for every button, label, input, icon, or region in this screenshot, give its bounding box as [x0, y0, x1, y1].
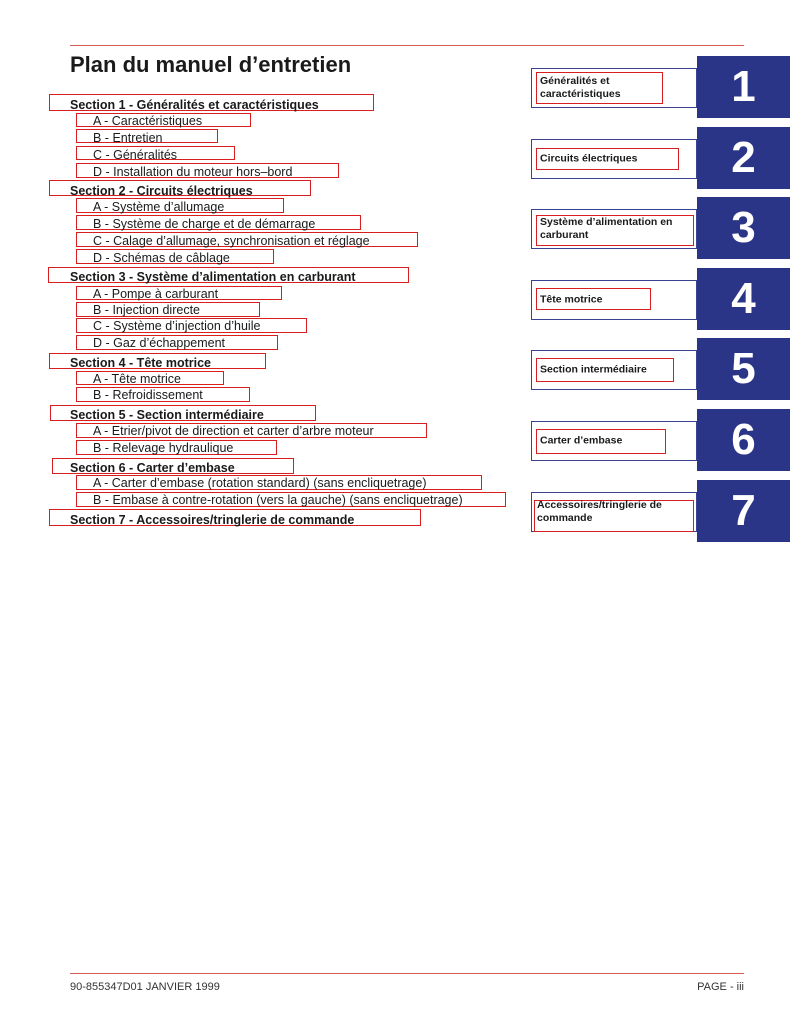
toc-item-label: B - Relevage hydraulique	[93, 441, 234, 455]
toc-section-5[interactable]	[70, 408, 264, 423]
footer-doc-ref: 90-855347D01 JANVIER 1999	[70, 981, 220, 993]
tab-section-1[interactable]	[531, 68, 697, 108]
toc-section-label: Section 2 - Circuits électriques	[70, 184, 253, 198]
tab-number-4[interactable]: 4	[697, 268, 790, 330]
tab-number-3[interactable]: 3	[697, 197, 790, 259]
toc-item-1a[interactable]	[93, 114, 202, 129]
tab-section-2[interactable]	[531, 139, 697, 179]
tab-section-3[interactable]	[531, 209, 697, 249]
toc-item-label: B - Injection directe	[93, 303, 200, 317]
toc-item-2b[interactable]	[93, 217, 315, 232]
tab-label-text: Circuits électriques	[540, 152, 638, 165]
toc-item-4a[interactable]	[93, 372, 181, 387]
toc-section-label: Section 6 - Carter d’embase	[70, 461, 235, 475]
tab-section-4[interactable]	[531, 280, 697, 320]
toc-section-2[interactable]	[70, 184, 253, 199]
tab-number-2[interactable]: 2	[697, 127, 790, 189]
toc-item-5a[interactable]	[93, 424, 374, 439]
toc-item-3c[interactable]	[93, 319, 260, 334]
toc-item-3a[interactable]	[93, 287, 218, 302]
toc-item-2a[interactable]	[93, 200, 224, 215]
toc-item-label: D - Installation du moteur hors–bord	[93, 165, 293, 179]
toc-item-label: B - Système de charge et de démarrage	[93, 217, 316, 231]
toc-item-label: A - Carter d’embase (rotation standard) (sans encliquetrage)	[93, 476, 427, 490]
footer-page-number: PAGE - iii	[697, 981, 744, 993]
tab-number-6[interactable]: 6	[697, 409, 790, 471]
toc-item-label: B - Entretien	[93, 131, 163, 145]
toc-item-label: C - Système d’injection d’huile	[93, 319, 261, 333]
tab-section-7[interactable]	[531, 492, 697, 532]
tab-number-5[interactable]: 5	[697, 338, 790, 400]
toc-item-1c[interactable]	[93, 148, 177, 163]
toc-section-label: Section 5 - Section intermédiaire	[70, 408, 264, 422]
toc-section-3[interactable]	[70, 270, 356, 285]
toc-section-label: Section 4 - Tête motrice	[70, 356, 212, 370]
toc-item-2c[interactable]	[93, 234, 370, 249]
toc-item-3d[interactable]	[93, 336, 225, 351]
toc-item-label: C - Généralités	[93, 148, 178, 162]
toc-item-5b[interactable]	[93, 441, 233, 456]
toc-section-label: Section 1 - Généralités et caractéristiques	[70, 98, 319, 112]
toc-item-label: A - Etrier/pivot de direction et carter d’arbre moteur	[93, 424, 374, 438]
toc-item-4b[interactable]	[93, 388, 203, 403]
toc-item-label: B - Embase à contre-rotation (vers la gauche) (sans encliquetrage)	[93, 493, 463, 507]
tab-number-7[interactable]: 7	[697, 480, 790, 542]
toc-item-label: A - Système d’allumage	[93, 200, 225, 214]
toc-section-1[interactable]	[70, 98, 319, 113]
toc-item-1d[interactable]	[93, 165, 292, 180]
tab-label-text: Généralités et caractéristiques	[540, 75, 621, 100]
tab-label-text: Tête motrice	[540, 293, 603, 306]
toc-item-label: B - Refroidissement	[93, 388, 203, 402]
page-title: Plan du manuel d’entretien	[70, 52, 352, 77]
tab-label-text: Carter d’embase	[540, 434, 623, 447]
toc-section-4[interactable]	[70, 356, 211, 371]
tab-section-5[interactable]	[531, 350, 697, 390]
toc-item-1b[interactable]	[93, 131, 162, 146]
toc-item-label: A - Caractéristiques	[93, 114, 203, 128]
toc-item-label: A - Tête motrice	[93, 372, 181, 386]
tab-label-text: Accessoires/tringlerie de commande	[537, 499, 662, 524]
footer-rule	[70, 973, 744, 974]
tab-label-text: Système d’alimentation en carburant	[540, 216, 673, 241]
toc-item-label: A - Pompe à carburant	[93, 287, 219, 301]
toc-section-label: Section 7 - Accessoires/tringlerie de commande	[70, 513, 355, 527]
toc-item-label: D - Gaz d’échappement	[93, 336, 226, 350]
tab-number-1[interactable]: 1	[697, 56, 790, 118]
toc-section-6[interactable]	[70, 461, 235, 476]
toc-section-7[interactable]	[70, 513, 354, 528]
tab-section-6[interactable]	[531, 421, 697, 461]
top-rule	[70, 45, 744, 46]
toc-item-label: C - Calage d’allumage, synchronisation et réglage	[93, 234, 370, 248]
toc-item-2d[interactable]	[93, 251, 230, 266]
toc-item-label: D - Schémas de câblage	[93, 251, 230, 265]
toc-section-label: Section 3 - Système d’alimentation en carburant	[70, 270, 356, 284]
toc-item-3b[interactable]	[93, 303, 200, 318]
tab-label-text: Section intermédiaire	[540, 363, 647, 376]
toc-item-6b[interactable]	[93, 493, 463, 508]
toc-item-6a[interactable]	[93, 476, 427, 491]
